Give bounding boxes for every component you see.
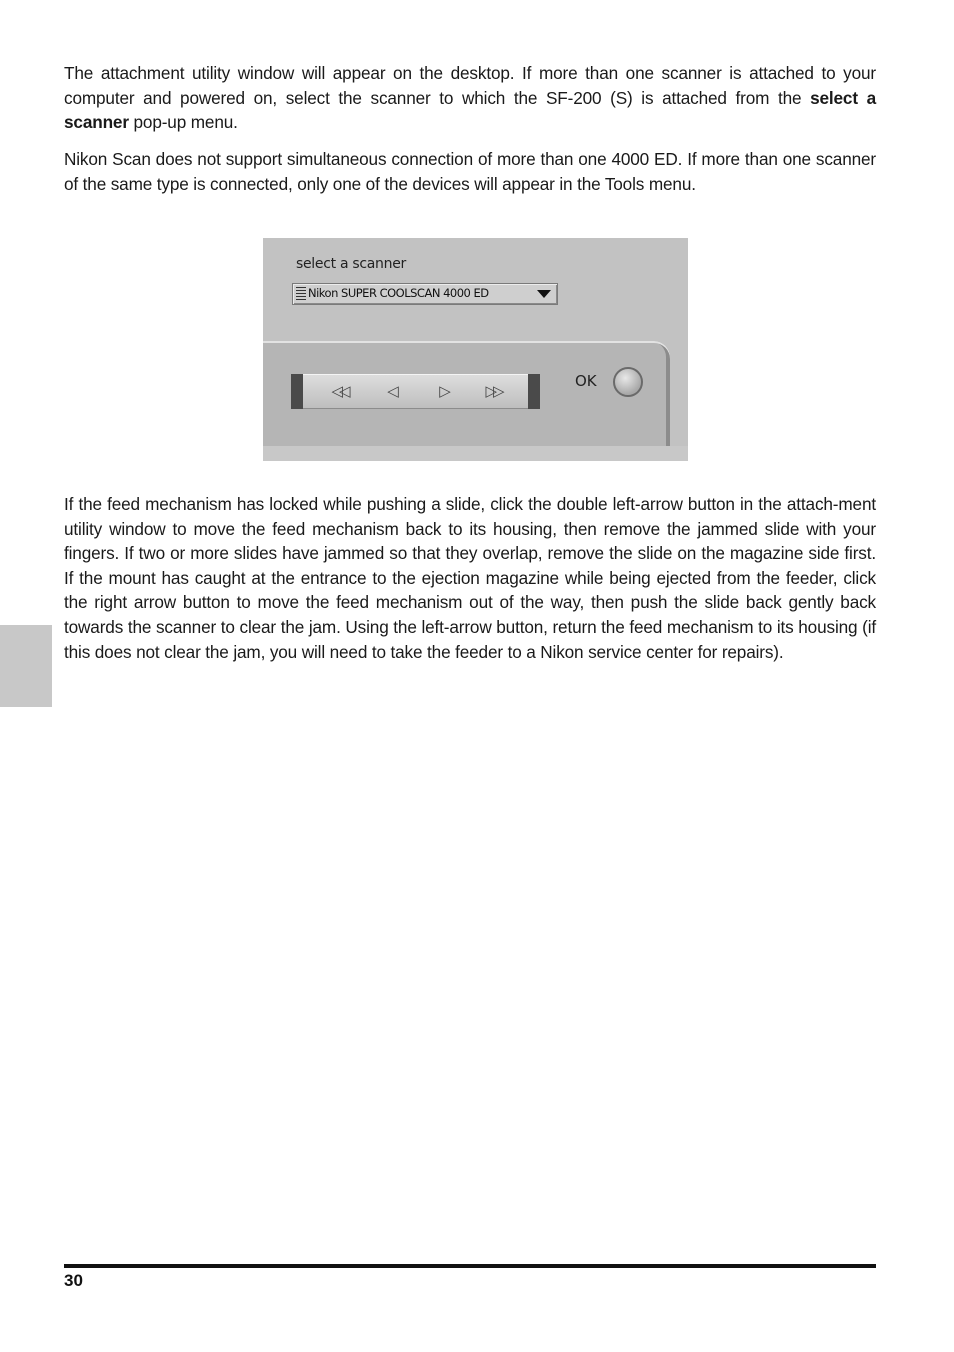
rewind-button[interactable]: ◁ [387,382,395,400]
scanner-select-value: Nikon SUPER COOLSCAN 4000 ED [308,286,489,300]
chapter-tab [0,625,52,707]
fast-forward-button[interactable]: ▷▷ [485,382,501,400]
paragraph-intro [64,61,876,135]
scanner-select[interactable] [292,283,558,305]
select-scanner-label: select a scanner [296,256,406,272]
select-a-scanner-term: select a scanner [64,87,877,133]
page-number: 30 [64,1271,83,1290]
paragraph-note: Nikon Scan does not support simultaneous connection of more than one 4000 ED. If more than one scanner of the same type is connected, only one of the devices will appear in the Tools menu. [64,149,876,194]
fast-rewind-button[interactable]: ◁◁ [331,382,347,400]
forward-button[interactable]: ▷ [439,382,447,400]
ok-label: OK [575,372,597,390]
intro-text-end: pop-up menu. [128,112,238,133]
intro-text: The attachment utility window will appear on the desktop. If more than one scanner is attached to your computer and powered on, select the scanner to which the SF-200 (S) is attached from the [64,63,876,108]
grip-icon [296,287,306,301]
paragraph-jam-instructions: If the feed mechanism has locked while pushing a slide, click the double left-arrow button in the attach-ment utility window to move the feed mechanism back to its housing, then remove the jammed slide with your fingers. If two or more slides have jammed so that they overlap, remove the slide on the magazine side first. If the mount has caught at the entrance to the ejection magazine while being ejected from the feeder, click the right arrow button to move the feed mechanism out of the way, then push the slide back gently back towards the scanner to clear the jam. Using the left-arrow button, return the feed mechanism to its housing (if this does not clear the jam, you will need to take the feeder to a Nikon service center for repairs). [64,494,876,662]
footer-rule [64,1264,876,1268]
chevron-down-icon[interactable] [533,286,555,302]
attachment-utility-window [263,238,688,461]
ok-button[interactable] [613,367,643,397]
panel-base [263,446,688,461]
transport-bar [291,374,540,409]
